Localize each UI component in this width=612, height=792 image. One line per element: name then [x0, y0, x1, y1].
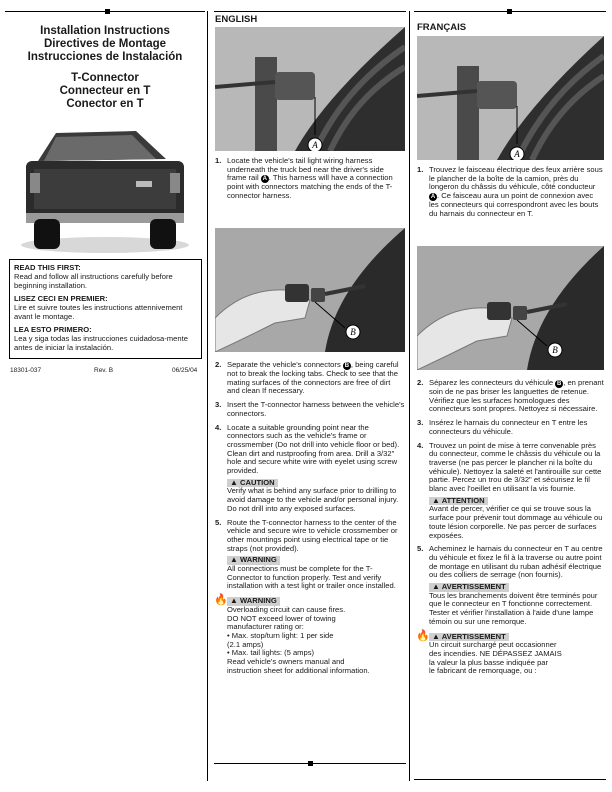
step-3-en-number: 3.	[215, 400, 222, 410]
step-1-fr-text-a: Trouvez le faisceau électrique des feux arrière sous le plancher de la boîte de la camion, près du longeron du châssis du véhicule, côté conducteur	[429, 165, 603, 192]
photo-label-b-fr: B	[552, 345, 558, 355]
step-4-fr-number: 4.	[417, 440, 424, 450]
callout-b-icon: B	[557, 381, 562, 387]
step-5-fr-number: 5.	[417, 544, 424, 554]
warning-2-heading-fr: AVERTISSEMENT	[441, 631, 506, 641]
french-steps-top	[417, 166, 604, 224]
warning-triangle-icon: ▲	[432, 631, 440, 641]
callout-a-icon: A	[430, 194, 436, 201]
step-1-en-text-a: Locate the vehicle's tail light wiring harness underneath the truck bed near the driver's side frame rail	[227, 156, 384, 183]
step-2-fr	[417, 379, 604, 414]
photo-connectors-b-en	[215, 228, 405, 352]
step-5-fr-text: Acheminez le harnais du connecteur en T au centre du véhicule et fixez le fil à la traverse ou autre point de montage en utilisant du ruban adhésif électrique ou des colliers de serrage (non fournis).	[429, 544, 603, 580]
warning-triangle-icon: ▲	[230, 596, 238, 606]
caution-body-fr: Avant de percer, vérifier ce qui se trouve sous la surface pour prévenir tout dommage au véhicule ou toute lésion corporelle. Ne pas percer de surfaces exposées.	[429, 504, 603, 540]
step-2-en-text-b: , being careful not to break the locking tabs. Check to see that the mating surfaces of the connectors are free of dirt and clean If necessary.	[227, 360, 399, 396]
step-3-en-text: Insert the T-connector harness between the vehicle's connectors.	[227, 400, 405, 418]
notice-heading-es: LEA ESTO PRIMERO:	[14, 325, 92, 334]
callout-a-icon: A	[262, 176, 267, 183]
column-divider-2	[409, 11, 410, 781]
step-1-en	[215, 157, 405, 201]
english-header: ENGLISH	[215, 14, 258, 25]
warning-2-line-1-fr: Un circuit surchargé peut occasionner	[429, 640, 557, 650]
fire-hazard-icon: 🔥	[416, 629, 430, 642]
english-steps-top	[215, 157, 405, 206]
step-5-en-number: 5.	[215, 517, 222, 527]
warning-triangle-icon: ▲	[230, 477, 238, 487]
warning-triangle-icon: ▲	[432, 495, 440, 505]
notice-heading-en: READ THIS FIRST:	[14, 263, 81, 272]
photo-connectors-b-fr	[417, 246, 604, 370]
warning-2-line-4-fr: le fabricant de remorquage, ou :	[429, 666, 537, 676]
french-header: FRANÇAIS	[417, 22, 467, 33]
step-4-en	[215, 424, 405, 514]
photo-harness-a-fr	[417, 36, 604, 160]
warning-2-line-7-en: Read vehicle's owners manual and	[227, 657, 345, 667]
part-number: 18301-037	[10, 367, 42, 374]
step-1-en-text-b: . This harness will have a connection point with connectors matching the ends of the T-connector harness.	[227, 173, 393, 201]
step-3-en	[215, 401, 405, 418]
warning-2-line-2-fr: des incendies. NE DÉPASSEZ JAMAIS	[429, 648, 562, 658]
warning-1-body-fr: Tous les branchements doivent être terminés pour que le connecteur en T fonctionne correctement. Tester et vérifier l'installation à l'aide d'une lampe témoin ou sur une remorque.	[429, 590, 598, 626]
title-fr: Directives de Montage	[43, 38, 167, 50]
step-5-fr	[417, 545, 604, 676]
step-2-en	[215, 361, 405, 396]
caution-heading-en: CAUTION	[240, 477, 275, 487]
date: 06/25/04	[172, 367, 198, 374]
bottom-rule-right	[414, 779, 606, 780]
revision: Rev. B	[94, 367, 114, 374]
photo-label-b-en: B	[350, 327, 356, 337]
step-4-en-number: 4.	[215, 422, 222, 432]
notice-body-en: Read and follow all instructions carefully before beginning installation.	[14, 272, 173, 290]
photo-harness-a-en	[215, 27, 405, 151]
step-2-fr-text-a: Séparez les connecteurs du véhicule	[429, 378, 556, 387]
product-es: Conector en T	[66, 98, 144, 110]
title-block	[10, 25, 200, 111]
warning-2-line-4-en: • Max. stop/turn light: 1 per side	[227, 630, 334, 640]
step-4-fr	[417, 442, 604, 541]
photo-label-a-fr: A	[514, 149, 520, 159]
warning-1-body-en: All connections must be complete for the T-Connector to function properly. Test and verify installation with a test light or trailer once installed.	[227, 564, 396, 591]
step-2-en-text-a: Separate the vehicle's connectors	[227, 360, 343, 369]
truck-photo	[16, 121, 194, 253]
step-2-fr-text-b: , en prenant soin de ne pas briser les languettes de retenue. Vérifiez que les surfaces homologues des connecteurs sont propres. Nettoyez si nécessaire.	[429, 378, 604, 414]
top-rule-mid	[214, 11, 406, 12]
caution-body-en: Verify what is behind any surface prior to drilling to avoid damage to the vehicle and/or personal injury. Do not drill into any exposed surfaces.	[227, 486, 399, 513]
warning-1-heading-en: WARNING	[240, 555, 277, 565]
caution-heading-fr: ATTENTION	[441, 495, 485, 505]
english-steps	[215, 361, 405, 681]
product-fr: Connecteur en T	[59, 85, 151, 97]
notice-body-es: Lea y siga todas las instrucciones cuidadosa-mente antes de iniciar la instalación.	[14, 334, 188, 352]
step-2-fr-number: 2.	[417, 378, 424, 387]
french-steps	[417, 379, 604, 681]
callout-b-icon: B	[344, 363, 350, 369]
column-divider-1	[207, 11, 208, 781]
step-2-en-number: 2.	[215, 360, 222, 369]
bottom-tick-mid	[308, 761, 313, 766]
title-es: Instrucciones de Instalación	[27, 51, 183, 63]
warning-1-heading-fr: AVERTISSEMENT	[441, 582, 506, 592]
warning-2-line-2-en: DO NOT exceed lower of towing	[227, 613, 336, 623]
notice-body-fr: Lire et suivre toutes les instructions attennivement avant le montage.	[14, 303, 183, 321]
step-1-fr	[417, 166, 604, 219]
product-en: T-Connector	[71, 72, 139, 84]
step-3-fr-text: Insérez le harnais du connecteur en T entre les connecteurs du véhicule.	[429, 418, 588, 436]
warning-triangle-icon: ▲	[432, 582, 440, 592]
notice-heading-fr: LISEZ CECI EN PREMIER:	[14, 294, 108, 303]
title-en: Installation Instructions	[40, 25, 170, 37]
step-3-fr-number: 3.	[417, 418, 424, 428]
warning-2-line-3-en: manufacturer rating or:	[227, 622, 304, 632]
warning-2-heading-en: WARNING	[240, 596, 277, 606]
step-3-fr	[417, 419, 604, 436]
top-tick-left	[105, 9, 110, 14]
step-5-en-text: Route the T-connector harness to the center of the vehicle and secure wire to vehicle crossmember or other mountings point using electrical tape or tie straps (not provided).	[227, 517, 398, 553]
step-1-fr-number: 1.	[417, 165, 424, 174]
step-4-fr-text: Trouvez un point de mise à terre convenable près du connecteur, comme le châssis du véhicule ou la traverse (ne pas percer le plancher ni la boîte du véhicule). Nettoyez la saleté et l'antirouille sur cette partie. Percez un trou de 3/32" et sécurisez le fil blanc avec l'oeillet en utilisant la vis fournie.	[429, 440, 602, 494]
step-4-en-text: Locate a suitable grounding point near the connectors such as the vehicle's frame or crossmember (Do not drill into vehicle floor or bed). Clean dirt and rustproofing from area. Drill a 3/32" hole and secure white wire with eyelet using screw provided.	[227, 422, 400, 476]
warning-triangle-icon: ▲	[230, 555, 238, 565]
warning-2-line-5-en: (2.1 amps)	[227, 639, 264, 649]
read-first-box	[9, 259, 202, 359]
warning-2-line-8-en: instruction sheet for additional information.	[227, 665, 370, 675]
photo-label-a-en: A	[312, 140, 318, 150]
warning-2-line-6-en: • Max. tail lights: (5 amps)	[227, 648, 315, 658]
fire-hazard-icon: 🔥	[214, 594, 228, 607]
warning-2-line-3-fr: la valeur la plus basse indiquée par	[429, 657, 549, 667]
warning-2-line-1-en: Overloading circuit can cause fires.	[227, 604, 346, 614]
step-1-en-number: 1.	[215, 156, 222, 165]
step-1-fr-text-b: . Ce faisceau aura un point de connexion avec les connecteurs qui correspondront avec les bouts du harnais du connecteur en T.	[429, 191, 599, 218]
top-rule-right	[414, 11, 606, 12]
step-5-en	[215, 519, 405, 676]
